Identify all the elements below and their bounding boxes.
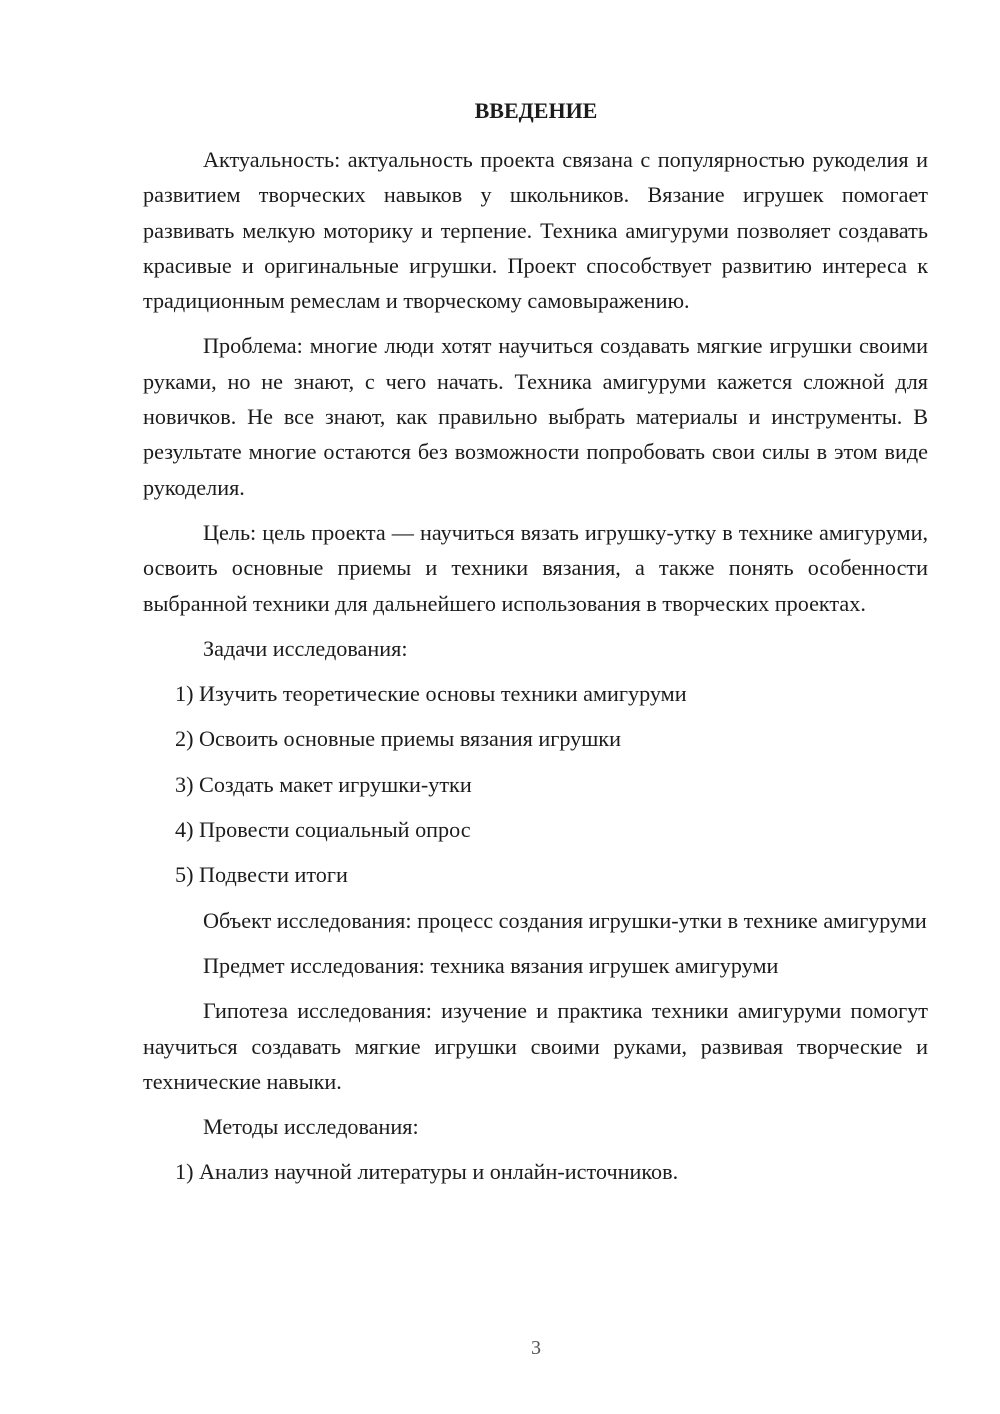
tasks-heading: Задачи исследования: [203,635,408,661]
list-item: 2) Освоить основные приемы вязания игрушки [175,726,621,752]
methods-list [143,1154,928,1189]
tasks-list [143,676,928,892]
methods-heading: Методы исследования: [203,1114,419,1140]
page-number: 3 [531,1337,541,1359]
document-body [143,142,928,1200]
problem-paragraph: Проблема: многие люди хотят научиться создавать мягкие игрушки своими руками, но не знают, с чего начать. Техника амигуруми кажется сложной для новичков. Не все знают, как правильно выбрать материалы и инструменты. В результате многие остаются без возможности попробовать свои силы в этом виде рукоделия. [143,333,928,500]
list-item: 3) Создать макет игрушки-утки [175,771,472,797]
list-item: 5) Подвести итоги [175,862,348,888]
section-title: ВВЕДЕНИЕ [474,98,598,123]
subject-paragraph: Предмет исследования: техника вязания игрушек амигуруми [203,952,779,978]
relevance-paragraph: Актуальность: актуальность проекта связана с популярностью рукоделия и развитием творческих навыков у школьников. Вязание игрушек помогает развивать мелкую моторику и терпение. Техника амигуруми позволяет создавать красивые и оригинальные игрушки. Проект способствует развитию интереса к традиционным ремеслам и творческому самовыражению. [143,147,928,314]
list-item: 1) Изучить теоретические основы техники амигуруми [175,681,687,707]
hypothesis-paragraph: Гипотеза исследования: изучение и практика техники амигуруми помогут научиться создавать мягкие игрушки своими руками, развивая творческие и технические навыки. [143,998,928,1094]
list-item: 1) Анализ научной литературы и онлайн-источников. [175,1159,679,1185]
object-paragraph: Объект исследования: процесс создания игрушки-утки в технике амигуруми [203,907,927,933]
goal-paragraph: Цель: цель проекта — научиться вязать игрушку-утку в технике амигуруми, освоить основные приемы и техники вязания, а также понять особенности выбранной техники для дальнейшего использования в творческих проектах. [143,519,928,616]
list-item: 4) Провести социальный опрос [175,817,471,843]
